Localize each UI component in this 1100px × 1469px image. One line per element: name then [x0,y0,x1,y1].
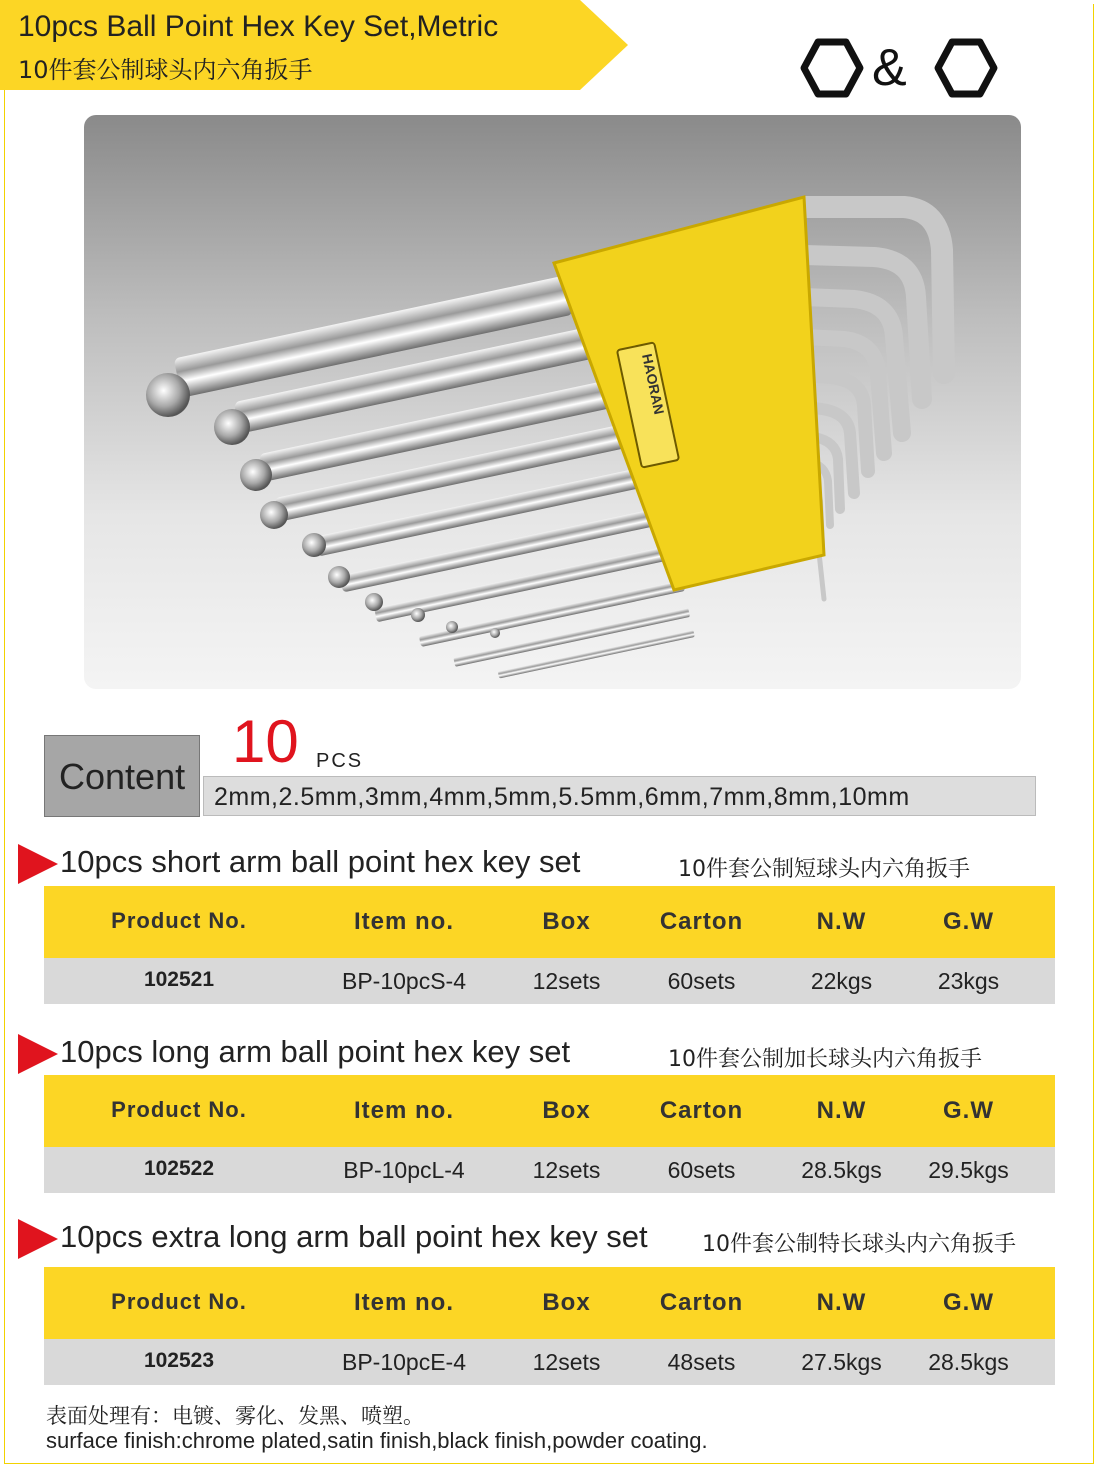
page-subtitle-cn: 10件套公制球头内六角扳手 [18,56,313,84]
section-title-en: 10pcs extra long arm ball point hex key set [60,1219,648,1254]
table-row [44,958,1055,1004]
hex-type-symbols [800,36,1000,100]
col-box: Box [542,908,591,935]
product-no: 102523 [143,1349,215,1372]
title-banner [0,0,628,90]
col-nw: N.W [816,1097,867,1124]
col-gw: G.W [943,1097,994,1124]
col-product-no: Product No. [111,1097,247,1122]
col-carton: Carton [659,1289,744,1316]
table-header [44,886,1055,958]
table-header [44,1267,1055,1339]
red-arrow-icon [18,1034,58,1074]
section-title-en: 10pcs short arm ball point hex key set [60,844,581,879]
box-qty: 12sets [532,1157,601,1183]
ampersand-symbol: & [872,39,907,97]
section-short-arm-heading [18,840,1088,886]
item-no: BP-10pcE-4 [341,1349,466,1375]
ball-hex-icon [804,42,860,94]
box-qty: 12sets [532,968,601,994]
gross-weight: 29.5kgs [928,1157,1009,1183]
col-gw: G.W [943,908,994,935]
col-product-no: Product No. [111,908,247,933]
item-no: BP-10pcS-4 [341,968,466,994]
col-product-no: Product No. [111,1289,247,1314]
section-long-arm-heading [18,1030,1088,1076]
table-row [44,1339,1055,1385]
product-no: 102522 [143,1157,215,1180]
col-item-no: Item no. [353,1097,454,1124]
hex-key-set-illustration [84,115,1021,689]
col-nw: N.W [816,908,867,935]
col-carton: Carton [659,1097,744,1124]
section-title-cn: 10件套公制特长球头内六角扳手 [702,1232,1016,1257]
carton-qty: 60sets [667,1157,736,1183]
content-label-box [44,735,200,817]
col-box: Box [542,1097,591,1124]
col-gw: G.W [943,1289,994,1316]
gross-weight: 23kgs [937,968,1000,994]
red-arrow-icon [18,844,58,884]
col-carton: Carton [659,908,744,935]
col-item-no: Item no. [353,908,454,935]
surface-finish-note-cn: 表面处理有：电镀、雾化、发黑、喷塑。 [46,1404,424,1428]
net-weight: 28.5kgs [801,1157,882,1183]
col-nw: N.W [816,1289,867,1316]
item-no: BP-10pcL-4 [343,1157,465,1183]
section-title-cn: 10件套公制短球头内六角扳手 [678,857,970,882]
box-qty: 12sets [532,1349,601,1375]
net-weight: 22kgs [810,968,873,994]
section-title-cn: 10件套公制加长球头内六角扳手 [668,1047,982,1072]
content-label: Content [59,756,186,797]
table-header [44,1075,1055,1147]
hex-icon [938,42,994,94]
carton-qty: 60sets [667,968,736,994]
section-title-en: 10pcs long arm ball point hex key set [60,1034,571,1069]
product-no: 102521 [143,968,215,991]
sizes-bar [203,776,1036,816]
col-box: Box [542,1289,591,1316]
section-extra-long-arm-heading [18,1215,1088,1261]
red-arrow-icon [18,1219,58,1259]
product-photo [84,115,1021,689]
net-weight: 27.5kgs [801,1349,882,1375]
gross-weight: 28.5kgs [928,1349,1009,1375]
piece-count: 10 [232,708,299,775]
page-title: 10pcs Ball Point Hex Key Set,Metric [18,10,499,43]
piece-count-unit: PCS [316,750,364,772]
brand-label: HAORAN [639,352,668,416]
surface-finish-note-en: surface finish:chrome plated,satin finish,black finish,powder coating. [46,1428,708,1453]
col-item-no: Item no. [353,1289,454,1316]
sizes-list: 2mm,2.5mm,3mm,4mm,5mm,5.5mm,6mm,7mm,8mm,10mm [214,783,910,811]
carton-qty: 48sets [667,1349,736,1375]
table-row [44,1147,1055,1193]
